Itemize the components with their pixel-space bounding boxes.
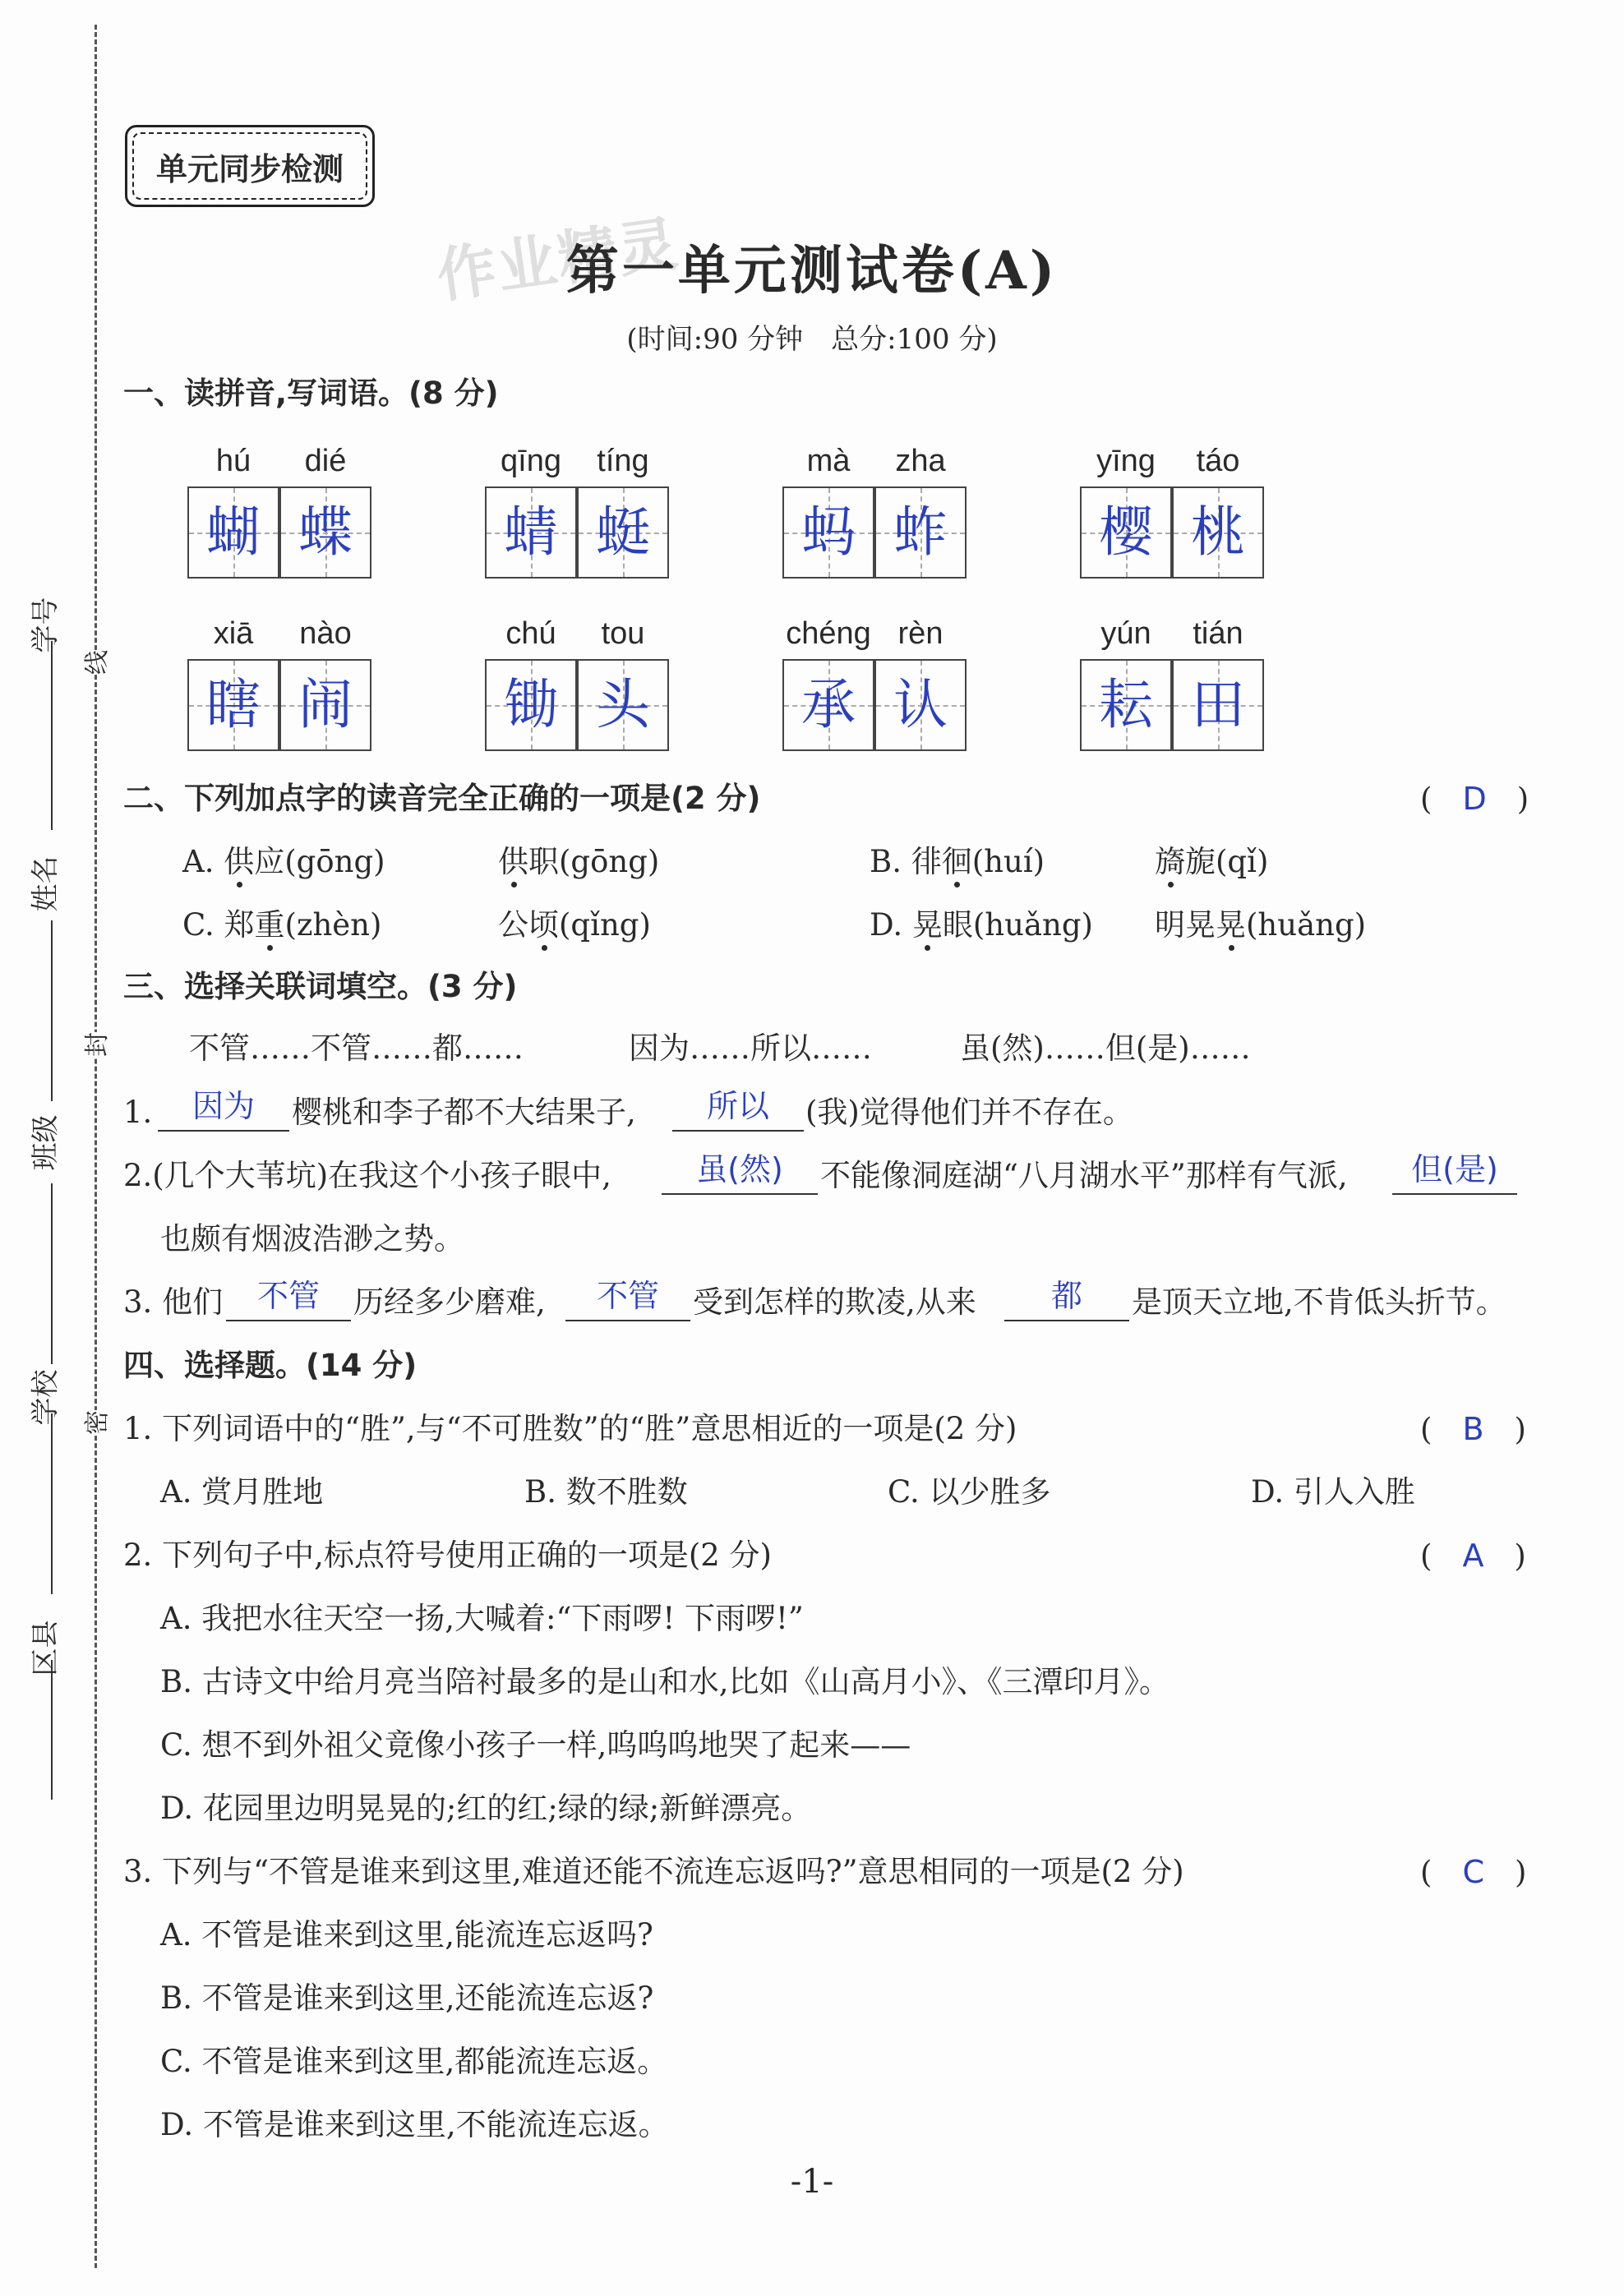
pinyin-label: qīng: [501, 444, 561, 478]
q4-2-stem: 2. 下列句子中,标点符号使用正确的一项是(2 分): [123, 1538, 772, 1573]
dotted-character: 重: [254, 907, 285, 943]
pinyin-label: xiā: [213, 616, 254, 651]
character-box[interactable]: [279, 659, 371, 751]
name-label: 姓名: [29, 855, 62, 912]
written-character: 耘: [1099, 673, 1153, 736]
option-d2: [1155, 906, 1366, 945]
option-a2: [498, 842, 659, 882]
q4-1-stem: 1. 下列词语中的“胜”,与“不可胜数”的“胜”意思相近的一项是(2 分): [123, 1411, 1017, 1446]
written-character: 蜓: [596, 500, 650, 564]
written-character: 头: [596, 673, 650, 736]
written-character: 承: [801, 673, 856, 736]
option-text: 公: [498, 907, 528, 943]
q4-2-option-c: C. 想不到外祖父竟像小孩子一样,呜呜呜地哭了起来——: [160, 1727, 911, 1763]
pinyin-label: chéng: [786, 616, 871, 651]
option-text: (huí): [971, 844, 1045, 879]
blank-3-1b-answer: 所以: [706, 1088, 769, 1124]
pinyin-label: zha: [895, 444, 946, 478]
character-box[interactable]: [279, 486, 371, 579]
written-character: 樱: [1099, 500, 1153, 564]
character-box[interactable]: [782, 486, 874, 579]
q3-3-mid2: 受到怎样的欺凌,从来: [693, 1284, 976, 1320]
character-box[interactable]: [485, 486, 577, 579]
pinyin-label: tou: [601, 616, 645, 651]
exam-info: (时间:90 分钟 总分:100 分): [626, 323, 998, 356]
binding-dashed-line: [95, 25, 97, 2268]
written-character: 瞎: [206, 673, 261, 736]
option-b2: [1155, 842, 1268, 882]
pinyin-label: tián: [1193, 616, 1243, 651]
seal-line-label: 线: [73, 650, 116, 675]
district-label: 区县: [29, 1620, 62, 1676]
answer-paren-q4-3: ( C ): [1420, 1854, 1527, 1890]
option-text: (qǐng): [559, 907, 651, 943]
student-id-line: [51, 641, 53, 830]
option-text: D.: [870, 907, 912, 943]
district-line: [51, 1660, 53, 1800]
character-box[interactable]: [577, 486, 669, 579]
pinyin-label: tíng: [597, 444, 649, 478]
option-c1: [182, 906, 381, 945]
q3-1-num: 1.: [123, 1095, 153, 1130]
q4-2-option-a: A. 我把水往天空一扬,大喊着:“下雨啰! 下雨啰!”: [160, 1601, 804, 1636]
option-text: 旎(qǐ): [1185, 844, 1269, 879]
pinyin-label: dié: [304, 444, 347, 478]
student-id-label: 学号: [29, 597, 62, 653]
written-character: 蜻: [504, 500, 558, 564]
option-d1: [870, 906, 1093, 945]
pinyin-label: mà: [806, 444, 851, 478]
blank-3-2b[interactable]: [1392, 1193, 1517, 1195]
written-character: 锄: [504, 673, 558, 736]
written-character: 蚂: [801, 500, 856, 564]
written-character: 蝶: [298, 500, 353, 564]
class-label: 班级: [29, 1114, 62, 1171]
character-box[interactable]: [187, 659, 279, 751]
blank-3-1b[interactable]: [672, 1130, 804, 1132]
dotted-character: 供: [224, 844, 255, 879]
q3-3-mid1: 历经多少磨难,: [353, 1284, 546, 1320]
choice-1: 不管……不管……都……: [189, 1030, 524, 1066]
section3-heading: 三、选择关联词填空。(3 分): [123, 969, 518, 1004]
blank-3-3a-answer: 不管: [256, 1278, 320, 1314]
blank-3-3a[interactable]: [226, 1320, 351, 1321]
choice-3: 虽(然)……但(是)……: [960, 1030, 1251, 1066]
q4-3-option-d: D. 不管是谁来到这里,不能流连忘返。: [160, 2107, 669, 2142]
q3-1-end: (我)觉得他们并不存在。: [805, 1095, 1133, 1130]
blank-3-3c-answer: 都: [1050, 1278, 1082, 1314]
written-character: 田: [1191, 673, 1245, 736]
option-text: 眼(huǎng): [942, 907, 1093, 943]
option-b1: [870, 842, 1045, 882]
blank-3-3c[interactable]: [1004, 1320, 1129, 1321]
character-box[interactable]: [1172, 659, 1264, 751]
q4-3-option-b: B. 不管是谁来到这里,还能流连忘返?: [160, 1980, 654, 2016]
option-text: C. 郑: [182, 907, 255, 943]
q4-2-option-b: B. 古诗文中给月亮当陪衬最多的是山和水,比如《山高月小》、《三潭印月》。: [160, 1664, 1170, 1699]
q3-3-end: 是顶天立地,不肯低头折节。: [1132, 1284, 1506, 1320]
blank-3-2b-answer: 但(是): [1411, 1151, 1498, 1187]
blank-3-2a[interactable]: [662, 1193, 818, 1195]
page-title: 第一单元测试卷(A): [565, 240, 1059, 302]
q4-1-option-d: D. 引人入胜: [1251, 1474, 1415, 1510]
option-text: B. 徘: [870, 844, 942, 879]
written-character: 认: [893, 673, 948, 736]
written-character: 蝴: [206, 500, 261, 564]
character-box[interactable]: [187, 486, 279, 579]
q4-3-stem: 3. 下列与“不管是谁来到这里,难道还能不流连忘返吗?”意思相同的一项是(2 分): [123, 1854, 1184, 1889]
q4-3-option-c: C. 不管是谁来到这里,都能流连忘返。: [160, 2044, 668, 2079]
pinyin-label: táo: [1196, 444, 1240, 478]
option-text: (huǎng): [1246, 907, 1367, 943]
written-character: 桃: [1191, 500, 1245, 564]
answer-q4-1: B: [1462, 1411, 1484, 1447]
pinyin-label: yīng: [1096, 444, 1156, 478]
dotted-character: 顷: [528, 907, 559, 943]
dotted-character: 晃: [911, 907, 943, 943]
written-character: 蚱: [893, 500, 948, 564]
seal-seal-label: 封: [73, 1032, 116, 1057]
character-box[interactable]: [874, 659, 967, 751]
answer-paren-q4-1: ( B ): [1420, 1411, 1526, 1447]
answer-q4-3: C: [1462, 1854, 1484, 1890]
option-text: A.: [182, 844, 224, 879]
character-box[interactable]: [782, 659, 874, 751]
character-box[interactable]: [485, 659, 577, 751]
pinyin-label: yún: [1100, 616, 1151, 651]
option-text: (zhèn): [284, 907, 382, 943]
answer-s2: D: [1462, 781, 1487, 817]
choice-2: 因为……所以……: [629, 1030, 872, 1066]
character-box[interactable]: [1172, 486, 1264, 579]
section1-heading: 一、读拼音,写词语。(8 分): [123, 376, 499, 411]
option-c2: [498, 906, 651, 945]
answer-paren-s2: ( D ): [1420, 781, 1529, 817]
option-text: 明晃: [1155, 907, 1216, 943]
blank-3-2a-answer: 虽(然): [696, 1151, 783, 1187]
pinyin-label: nào: [299, 616, 352, 651]
dotted-character: 晃: [1216, 907, 1246, 943]
section-badge: 单元同步检测: [125, 125, 375, 207]
q3-2-cont: 也颇有烟波浩渺之势。: [160, 1221, 464, 1256]
q3-2-start: 2.(几个大苇坑)在我这个小孩子眼中,: [123, 1158, 611, 1193]
school-label: 学校: [29, 1369, 62, 1426]
pinyin-label: hú: [215, 444, 251, 478]
option-a1: [182, 842, 385, 882]
dotted-character: 供: [498, 844, 528, 879]
q3-1-mid: 樱桃和李子都不大结果子,: [292, 1095, 636, 1130]
blank-3-1a[interactable]: [158, 1130, 289, 1132]
class-line: [51, 1183, 53, 1364]
q4-1-option-c: C. 以少胜多: [888, 1474, 1051, 1510]
option-text: 应(gōng): [254, 844, 385, 879]
q3-3-start: 3. 他们: [123, 1284, 224, 1320]
answer-paren-q4-2: ( A ): [1420, 1538, 1526, 1574]
written-character: 闹: [298, 673, 353, 736]
section2-heading: 二、下列加点字的读音完全正确的一项是(2 分): [123, 781, 761, 816]
section4-heading: 四、选择题。(14 分): [123, 1348, 418, 1383]
school-line: [51, 1413, 53, 1594]
pinyin-label: rèn: [897, 616, 943, 651]
q4-3-option-a: A. 不管是谁来到这里,能流连忘返吗?: [160, 1917, 653, 1953]
character-box[interactable]: [874, 486, 967, 579]
character-box[interactable]: [1080, 659, 1172, 751]
page-number: -1-: [790, 2163, 834, 2201]
seal-secret-label: 密: [73, 1410, 116, 1435]
dotted-character: 徊: [941, 844, 972, 879]
character-box[interactable]: [1080, 486, 1172, 579]
q4-2-option-d: D. 花园里边明晃晃的;红的红;绿的绿;新鲜漂亮。: [160, 1791, 812, 1826]
answer-q4-2: A: [1462, 1538, 1484, 1574]
dotted-character: 旖: [1155, 844, 1185, 879]
q3-2-mid: 不能像洞庭湖“八月湖水平”那样有气派,: [820, 1158, 1348, 1193]
blank-3-3b-answer: 不管: [596, 1278, 659, 1314]
name-line: [51, 920, 53, 1101]
blank-3-3b[interactable]: [565, 1320, 690, 1321]
watermark: 作业精灵: [432, 208, 684, 311]
q4-1-option-b: B. 数不胜数: [524, 1474, 688, 1510]
option-text: 职(gōng): [528, 844, 660, 879]
blank-3-1a-answer: 因为: [191, 1088, 255, 1124]
character-box[interactable]: [577, 659, 669, 751]
pinyin-label: chú: [505, 616, 556, 651]
q4-1-option-a: A. 赏月胜地: [160, 1474, 324, 1510]
